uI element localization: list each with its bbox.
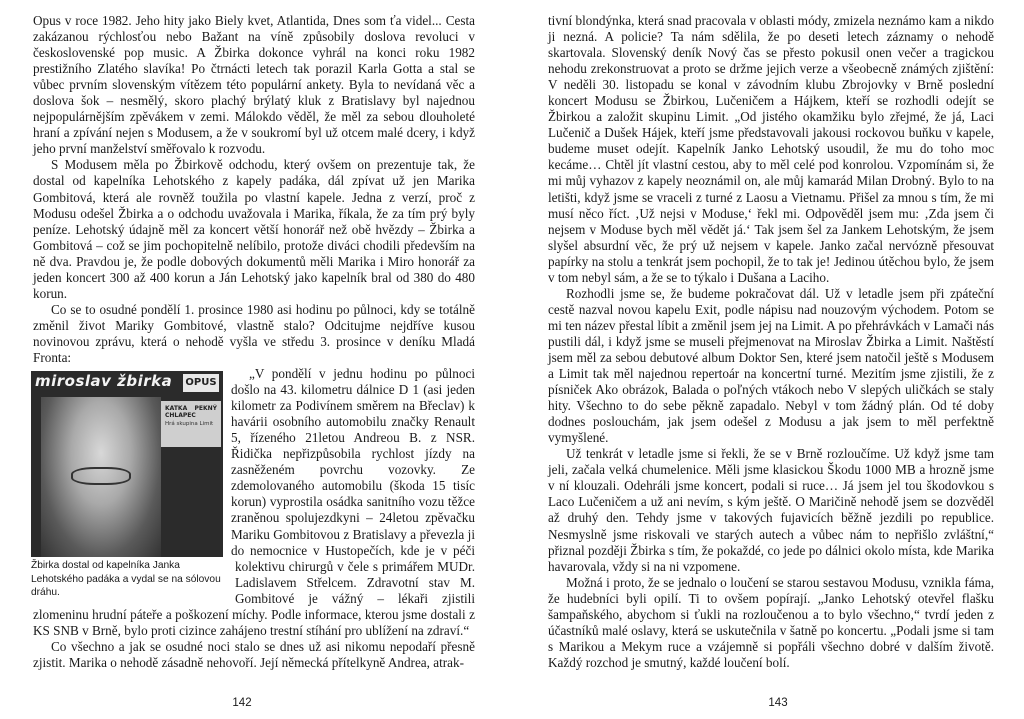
paragraph: Možná i proto, že se jednalo o loučení se starou sestavou Modusu, vznikla fáma, že hudebníci byli opilí. Ti to ovšem popírají. „Janko Lehotský otevřel flašku šampaňského, abychom si ťukli na rozloučenou a to bylo všechno,“ tvrdí jeden z účastníků malé oslavy, která se uskutečnila v šatně po koncertu. „Podali jsme si tam s Marikou a Mekym ruce a vzájemně si popřáli všechno dobré v dalším životě. Každý rozchod je smutný, každé loučení bolí. <box>548 574 994 670</box>
single-sleeve <box>161 401 221 447</box>
page-number: 142 <box>232 697 252 709</box>
single-subtitle: Hrá skupina Limit <box>165 421 214 428</box>
photo-caption: Žbirka dostal od kapelníka Janka Lehotského padáka a vydal se na sólovou dráhu. <box>31 560 221 599</box>
right-page <box>512 0 1024 719</box>
paragraph: „V pondělí v jednu hodinu po půlnoci došlo na 43. kilometru dálnice D 1 (asi jeden kilometr za Podivínem směrem na Břeclav) k havárii osobního automobilu značky Renault 5, řízeného 21letou Andreou B. z NSR. Řidička nepřizpůsobila rychlost jízdy na zasněženém povrchu vozovky. Ze zdemolovaného automobilu (škoda 15 tisíc korun) vyprostila osádka sanitního vozu těžce zraněnou spolujezdkyni – 24letou zpěvačku Mariku Gombitovou z Bratislavy a převezla ji do nemocnice v Hustopečích, kde je v péči kolektivu chirurgů v čele s primářem MUDr. Ladislavem Střelcem. Zdravotní stav M. Gombitové je vážný – lékaři zjistili zlomeninu hrudní páteře a poškození míchy. Podle informace, kterou jsme dostali z KS SNB v Brně, bylo proti cizince zahájeno trestní stíhání pro ublížení na zdraví.“ <box>33 366 475 638</box>
album-cover-photo <box>31 371 223 557</box>
portrait-image <box>41 397 161 557</box>
paragraph: Už tenkrát v letadle jsme si řekli, že se v Brně rozloučíme. Už když jsme tam jeli, začala velká chumelenice. Měli jsme klasickou Škodu 1000 MB a hrozně jsme v ní klouzali. Odehráli jsme koncert, podali si ruce… Já jsem jel tou škodovkou s Laco Lučeničem a už ani nevím, s kým ještě. O Maričině nehodě jsem se dozvěděl až druhý den. Tehdy jsme v takových fujavicích běžně jezdili po republice. Nesmyslně jsme riskovali ve starých autech a vůbec nám to nepřišlo zvláštní,“ přiznal později Žbirka s tím, že pokaždé, co jede po dálnici okolo místa, kde Marika havarovala, vždy si na ni vzpomene. <box>548 446 994 574</box>
paragraph: Opus v roce 1982. Jeho hity jako Biely kvet, Atlantida, Dnes som ťa videl... Cesta zakázanou rýchlosťou nebo Bažant na víně způsobily doslova revoluci v československé pop music. A Žbirka dokonce vyhrál na konci roku 1982 prestižního Zlatého slavíka! Po čtrnácti letech tak porazil Karla Gotta a stal se vůbec prvním slovenským vítězem této populární ankety. Byla to nevídaná věc a doslova šok – nesmělý, skoro plachý brýlatý kluk z Bratislavy byl najednou nejpopulárnějším zpěvákem v zemi. Málokdo věděl, že měl za sebou dlouholeté hraní a zpívání nejen s Modusem, a že v soukromí byl už otcem malé dcery, i když jeho první manželství směřovalo k rozvodu. <box>33 13 475 157</box>
paragraph: Co všechno a jak se osudné noci stalo se dnes už asi nikomu nepodaří přesně zjistit. Marika o nehodě zásadně nehovoří. Její německá přítelkyně Andrea, atrak- <box>33 638 475 670</box>
album-cover-title: miroslav žbirka <box>35 372 173 391</box>
page-number: 143 <box>768 697 788 709</box>
right-page-text <box>548 13 994 671</box>
paragraph: S Modusem měla po Žbirkově odchodu, který ovšem on prezentuje tak, že dostal od kapelníka Lehotského z kapely padáka, dál zpívat už jen Marika Gombitová, která ale rovněž toužila po vlastní kapele. Jedna z verzí, proč z Modusu odešel Žbirka a o odchodu uvažovala i Marika, říkala, že za tím prý byly peníze. Lehotský údajně měl za koncert větší honorář než obě hvězdy – Žbirka a Gombitová – což se jim pochopitelně nelíbilo, protože diváci chodili především na ně dva. Pravdou je, že podle dobových dokumentů měli Marika i Miro honorář za jeden koncert 300 až 400 korun a Ján Lehotský jako kapelník bral od 380 do 480 korun. <box>33 157 475 301</box>
record-label-logo: OPUS <box>183 374 219 392</box>
single-title: KATKA PEKNÝ CHLAPEC <box>165 405 217 420</box>
paragraph: Co se to osudné pondělí 1. prosince 1980 asi hodinu po půlnoci, kdy se totálně změnil život Mariky Gombitové, vlastně stalo? Odcitujme nejdříve kusou novinovou zprávu, která o nehodě vyšla ve středu 3. prosince v deníku Mladá Fronta: <box>33 301 475 365</box>
left-page-text <box>33 13 475 671</box>
paragraph: Rozhodli jsme se, že budeme pokračovat dál. Už v letadle jsem při zpáteční cestě nazval novou kapelu Exit, podle nápisu nad nouzovým východem. Potom se mi ten název přestal líbit a změnil jsem jej na Limit. A po přehrávkách v Lamači nás pustili dál, i když jsme se museli přejmenovat na Miroslav Žbirka a Limit. Naštěstí jsem měl za sebou debutové album Doktor Sen, které jsem natočil ještě s Modusem a Limit tak měl najednou repertoár na koncertní turné. Mezitím jsme zjistili, že z písniček Ako obrázok, Balada o poľných vtákoch nebo V slepých uličkách se staly hity. Všechno to do sebe pěkně zapadalo. Nebyl v tom žádný plán. Od té doby dodnes poslouchám, jak jsem odešel z Modusu a jak jsem to měl perfektně vymyšlené. <box>548 285 994 446</box>
paragraph: tivní blondýnka, která snad pracovala v oblasti módy, zmizela neznámo kam a nikdo ji nezná. A policie? Ta nám sdělila, že po deseti letech záznamy o nehodě skartovala. Slovenský deník Nový čas se přesto pokusil onen večer a tragickou nehodu zrekonstruovat a proto se držme jejich verze a všeobecně známých zjištění: V neděli 30. listopadu se konal v závodním klubu Zbrojovky v Brně poslední koncert Modusu se Žbirkou, Lučeničem a Hájkem, kteří se rozhodli odejít se Žbirkou a založit skupinu Limit. „Od jistého okamžiku bylo zřejmé, že já, Laci Lučenič a Dušek Hájek, kteří jsme představovali jakousi rockovou buňku v kapele, budeme muset odejít. Kapelník Janko Lehotský usoudil, že mu do toho moc kecáme… Chtěl jít vlastní cestou, aby to měl celé pod konrolou. Vzpomínám si, že mi můj vyhazov z kapely neoznámil on, ale můj kamarád Milan Drobný. Bylo to na letišti, když jsme se vraceli z turné z Laosu a Vietnamu. Přišel za mnou s tím, že mi musí něco říct. ‚Už nejsi v Moduse,‘ řekl mi. Odpověděl jsem mu: ‚Zda jsem či nejsem v Moduse bych měl vědět já.‘ Tak jsem šel za Jankem Lehotským, že jsem slyšel absurdní věc, že prý už nejsem v kapele. Janko začal nervózně přesouvat papírky na stolu a tenkrát jsem pochopil, že to tak je! Jedinou útěchou bylo, že jsem v tom nebyl sám, a že se to týkalo i Dušana a Laciho. <box>548 13 994 285</box>
